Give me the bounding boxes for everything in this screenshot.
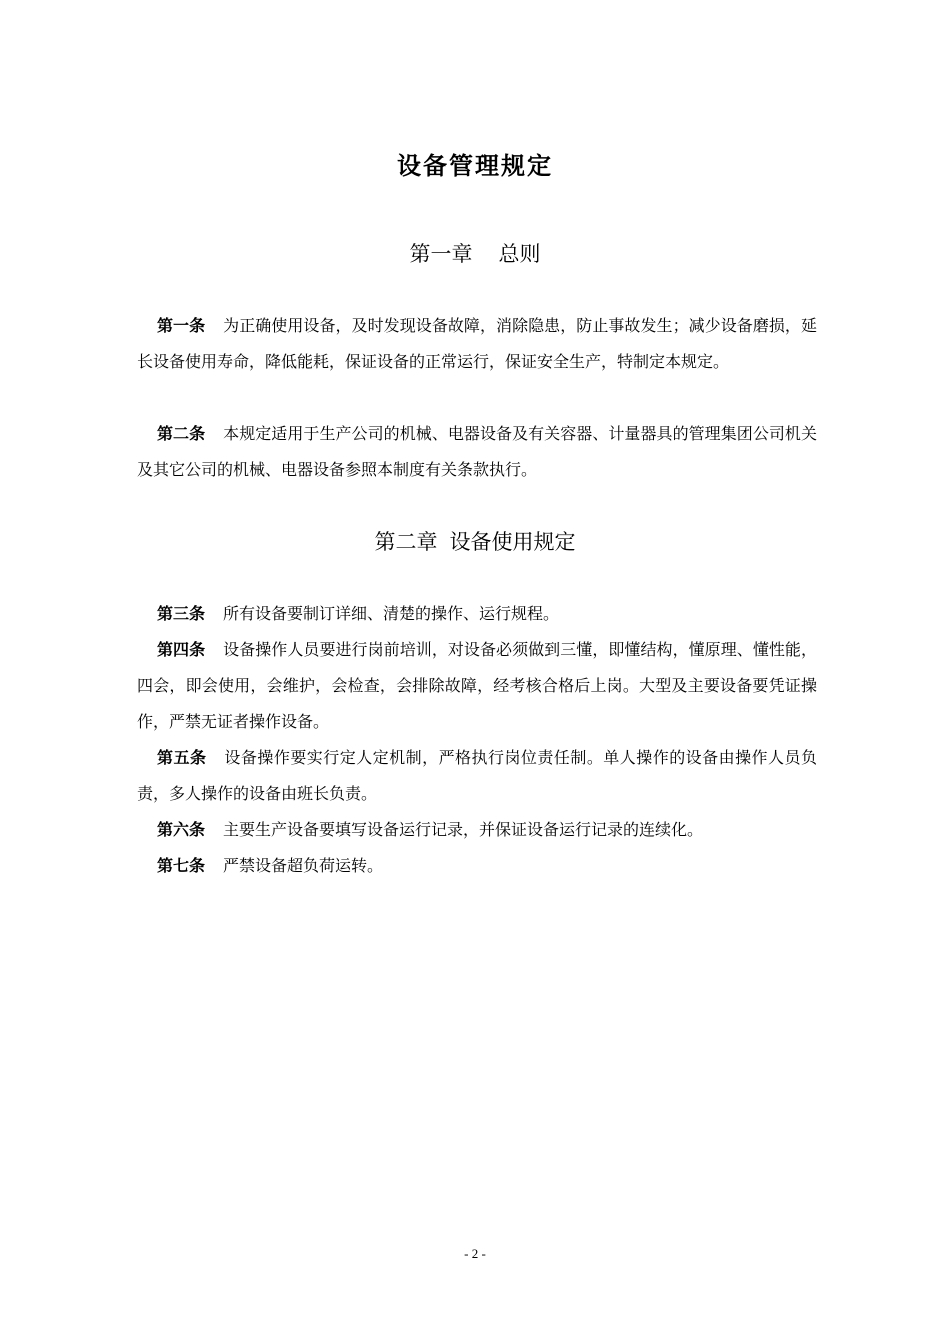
page-number: - 2 - [464,1246,486,1261]
article-label: 第四条 [157,640,206,659]
article-label: 第一条 [157,316,206,335]
article-paragraph [137,740,817,812]
article-paragraph [137,308,817,380]
chapter-heading [0,526,950,556]
article-text: 本规定适用于生产公司的机械、电器设备及有关容器、计量器具的管理集团公司机关及其它公司的机械、电器设备参照本制度有关条款执行。 [137,424,817,479]
chapter-heading [0,238,950,268]
chapter-number: 第二章 [374,530,438,554]
article-paragraph [137,416,817,488]
chapter-name: 设备使用规定 [449,530,576,554]
article-label: 第七条 [157,856,206,875]
article-text: 为正确使用设备，及时发现设备故障，消除隐患，防止事故发生；减少设备磨损，延长设备使用寿命，降低能耗，保证设备的正常运行，保证安全生产，特制定本规定。 [137,316,817,371]
article-text: 严禁设备超负荷运转。 [223,856,384,875]
article-paragraph [137,812,817,848]
article-label: 第二条 [157,424,206,443]
article-text: 主要生产设备要填写设备运行记录，并保证设备运行记录的连续化。 [223,820,704,839]
article-paragraph [137,596,817,632]
article-text: 设备操作人员要进行岗前培训，对设备必须做到三懂，即懂结构，懂原理、懂性能，四会，即会使用，会维护，会检查，会排除故障，经考核合格后上岗。大型及主要设备要凭证操作，严禁无证者操作设备。 [137,640,817,731]
article-paragraph [137,848,817,884]
article-paragraph [137,632,817,740]
chapter-number: 第一章 [409,242,473,266]
article-text: 所有设备要制订详细、清楚的操作、运行规程。 [223,604,560,623]
document-title: 设备管理规定 [397,152,553,180]
article-label: 第五条 [157,748,207,767]
article-label: 第六条 [157,820,206,839]
article-label: 第三条 [157,604,206,623]
chapter-name: 总则 [498,242,541,266]
article-text: 设备操作要实行定人定机制，严格执行岗位责任制。单人操作的设备由操作人员负责，多人操作的设备由班长负责。 [137,748,817,803]
